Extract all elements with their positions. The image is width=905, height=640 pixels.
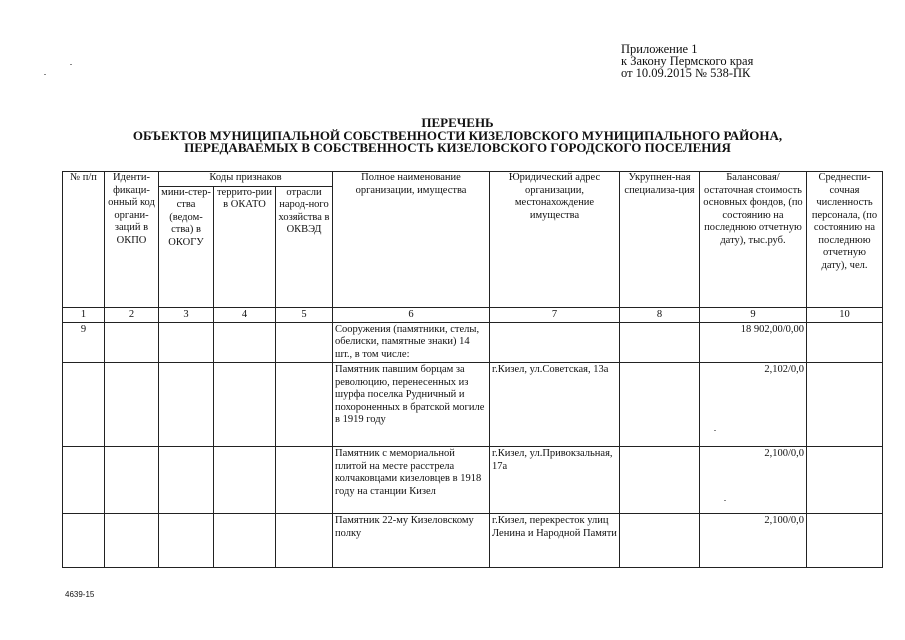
scan-speck [724, 500, 726, 501]
column-number: 6 [333, 307, 490, 322]
row-number [63, 514, 105, 568]
column-number: 5 [276, 307, 333, 322]
object-name: Памятник павшим борцам за революцию, перенесенных из шурфа поселка Рудничный и похороненных в братской могиле в 1919 году [333, 363, 490, 447]
appendix-date: от 10.09.2015 № 538-ПК [621, 66, 751, 80]
title-line-1: ПЕРЕЧЕНЬ [421, 115, 494, 130]
document-code: 4639-15 [65, 590, 95, 599]
appendix-reference [621, 43, 753, 79]
property-table [62, 171, 883, 568]
object-cost: 18 902,00/0,00 [700, 322, 807, 363]
column-number-row [63, 307, 883, 322]
table-row [63, 363, 883, 447]
header-row-1 [63, 172, 883, 187]
scan-speck [70, 64, 72, 65]
header-okogu: мини-стер-ства (ведом-ства) в ОКОГУ [159, 186, 214, 307]
row-number: 9 [63, 322, 105, 363]
object-address [490, 322, 620, 363]
column-number: 10 [807, 307, 883, 322]
header-staff: Среднеспи-сочная численность персонала, (по состоянию на последнюю отчетную дату), чел. [807, 172, 883, 308]
header-num: № п/п [63, 172, 105, 308]
row-number [63, 447, 105, 514]
appendix-law: к Закону Пермского края [621, 54, 754, 68]
object-name: Памятник с мемориальной плитой на месте расстрела колчаковцами кизеловцев в 1918 году на станции Кизел [333, 447, 490, 514]
object-address: г.Кизел, ул.Советская, 13а [490, 363, 620, 447]
object-address: г.Кизел, перекресток улиц Ленина и Народной Памяти [490, 514, 620, 568]
table-row [63, 447, 883, 514]
header-okpo: Иденти-фикаци-онный код органи-заций в ОКПО [105, 172, 159, 308]
appendix-number: Приложение 1 [621, 42, 698, 56]
header-specialization: Укрупнен-ная специализа-ция [620, 172, 700, 308]
column-number: 2 [105, 307, 159, 322]
object-cost: 2,102/0,0 [700, 363, 807, 447]
object-cost: 2,100/0,0 [700, 514, 807, 568]
table-row [63, 514, 883, 568]
row-number [63, 363, 105, 447]
column-number: 9 [700, 307, 807, 322]
title-line-3: ПЕРЕДАВАЕМЫХ В СОБСТВЕННОСТЬ КИЗЕЛОВСКОГО ГОРОДСКОГО ПОСЕЛЕНИЯ [184, 140, 731, 155]
header-okved: отрасли народ-ного хозяйства в ОКВЭД [276, 186, 333, 307]
object-name: Памятник 22-му Кизеловскому полку [333, 514, 490, 568]
header-okato: террито-рии в ОКАТО [214, 186, 276, 307]
column-number: 1 [63, 307, 105, 322]
scan-speck [44, 74, 46, 75]
object-name: Сооружения (памятники, стелы, обелиски, памятные знаки) 14 шт., в том числе: [333, 322, 490, 363]
document-title [80, 117, 835, 155]
column-number: 7 [490, 307, 620, 322]
table-row [63, 322, 883, 363]
object-cost: 2,100/0,0 [700, 447, 807, 514]
column-number: 8 [620, 307, 700, 322]
column-number: 3 [159, 307, 214, 322]
title-line-2: ОБЪЕКТОВ МУНИЦИПАЛЬНОЙ СОБСТВЕННОСТИ КИЗЕЛОВСКОГО МУНИЦИПАЛЬНОГО РАЙОНА, [132, 127, 783, 143]
scan-speck [714, 430, 716, 431]
object-address: г.Кизел, ул.Привокзальная, 17а [490, 447, 620, 514]
header-cost: Балансовая/ остаточная стоимость основных фондов, (по состоянию на последнюю отчетную дату), тыс.руб. [700, 172, 807, 308]
header-codes-group: Коды признаков [159, 172, 333, 187]
column-number: 4 [214, 307, 276, 322]
header-name: Полное наименование организации, имущества [333, 172, 490, 308]
header-address: Юридический адрес организации, местонахождение имущества [490, 172, 620, 308]
